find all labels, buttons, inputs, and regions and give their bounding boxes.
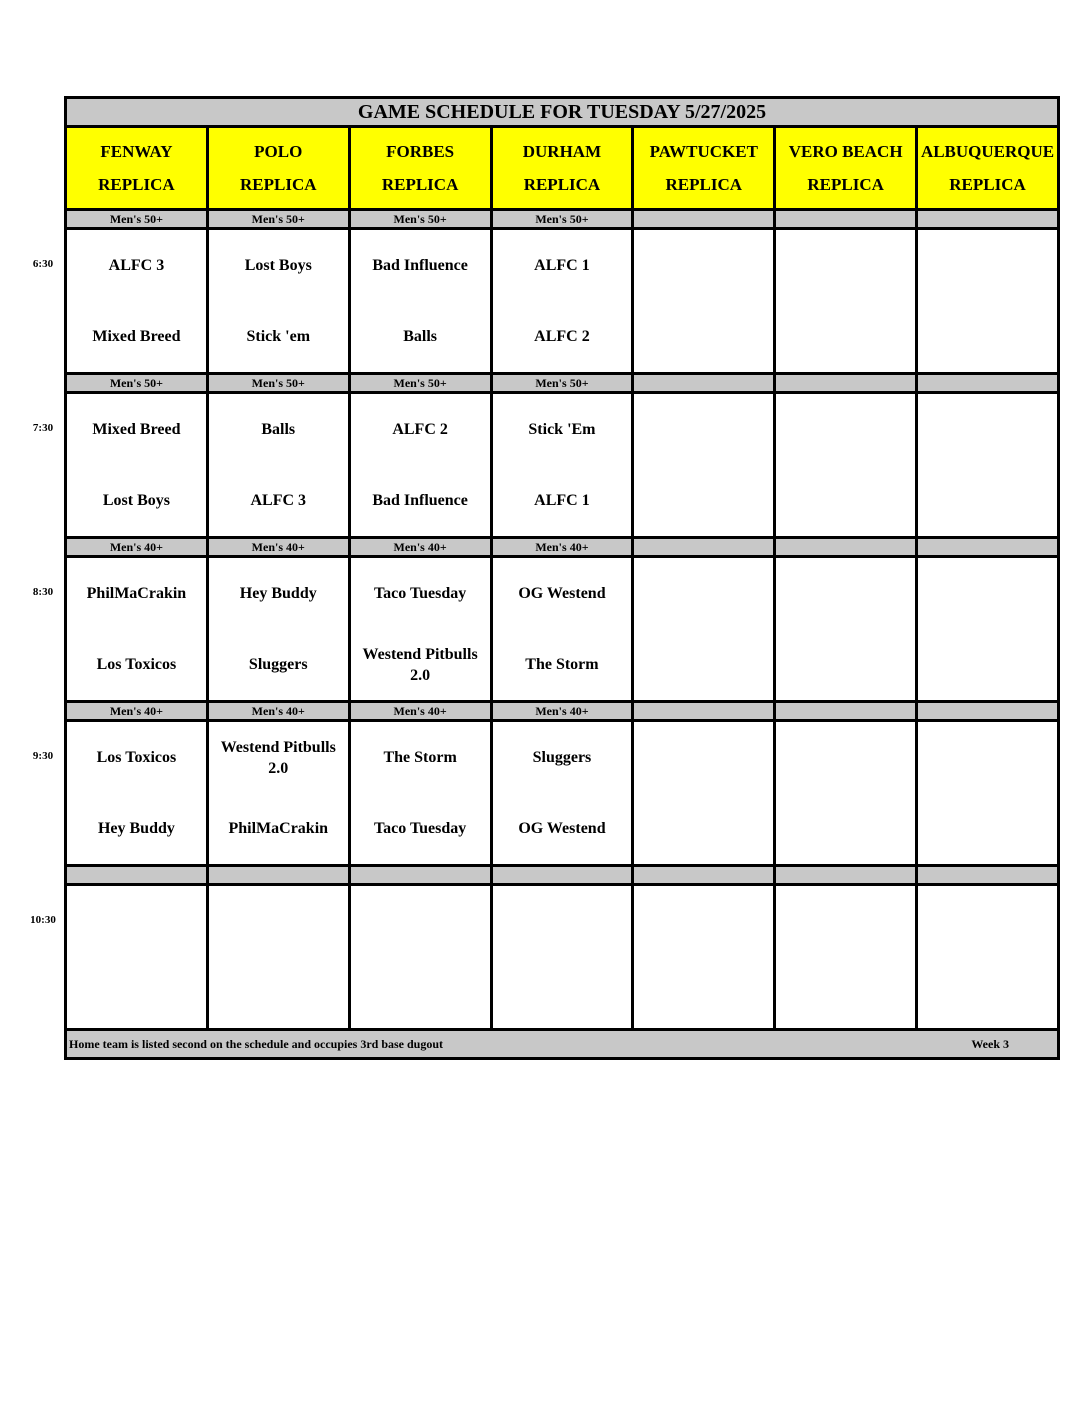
division-label — [917, 702, 1059, 721]
division-label — [349, 866, 491, 885]
time-label: 7:30 — [32, 422, 54, 434]
game-cell — [775, 393, 917, 538]
field-name: FENWAY — [100, 142, 173, 161]
home-team — [634, 629, 773, 700]
field-header — [633, 127, 775, 210]
game-row — [66, 885, 1059, 1030]
home-team — [776, 465, 915, 536]
division-label — [633, 538, 775, 557]
game-cell — [775, 885, 917, 1030]
away-team — [776, 886, 915, 957]
home-team: Hey Buddy — [97, 820, 175, 837]
game-cell — [207, 557, 349, 702]
home-team — [918, 957, 1057, 1028]
game-cell — [349, 721, 491, 866]
away-team — [918, 394, 1057, 465]
time-label: 10:30 — [30, 914, 56, 926]
division-label: Men's 40+ — [66, 702, 208, 721]
field-header — [66, 127, 208, 210]
home-team: Los Toxicos — [96, 656, 177, 673]
game-cell — [207, 885, 349, 1030]
home-team — [634, 957, 773, 1028]
field-subtitle: REPLICA — [523, 175, 601, 194]
away-team — [776, 558, 915, 629]
time-label: 6:30 — [32, 258, 54, 270]
division-label — [633, 210, 775, 229]
home-team: ALFC 2 — [534, 328, 590, 345]
field-header — [349, 127, 491, 210]
away-team — [776, 230, 915, 301]
division-label: Men's 50+ — [207, 210, 349, 229]
away-team: Stick 'Em — [528, 421, 596, 438]
field-name: DURHAM — [522, 142, 602, 161]
away-team: The Storm — [383, 749, 457, 766]
home-team — [918, 629, 1057, 700]
field-name: PAWTUCKET — [649, 142, 758, 161]
game-cell — [66, 557, 208, 702]
away-team — [918, 886, 1057, 957]
game-cell — [633, 885, 775, 1030]
division-row — [66, 866, 1059, 885]
away-team: ALFC 3 — [108, 257, 165, 274]
division-label — [917, 538, 1059, 557]
game-cell — [775, 229, 917, 374]
away-team — [493, 886, 632, 957]
away-team — [634, 722, 773, 793]
home-team — [493, 957, 632, 1028]
field-subtitle: REPLICA — [381, 175, 459, 194]
home-team: Sluggers — [248, 656, 308, 673]
division-label: Men's 50+ — [66, 374, 208, 393]
home-team — [918, 465, 1057, 536]
game-cell — [491, 721, 633, 866]
away-team: Mixed Breed — [92, 421, 181, 438]
game-cell — [349, 229, 491, 374]
field-name: POLO — [254, 142, 303, 161]
home-team: Mixed Breed — [92, 328, 181, 345]
away-team — [634, 230, 773, 301]
game-row — [66, 393, 1059, 538]
away-team: ALFC 1 — [534, 257, 590, 274]
home-team: PhilMaCrakin — [228, 820, 329, 837]
game-cell — [775, 721, 917, 866]
division-row — [66, 538, 1059, 557]
division-row — [66, 210, 1059, 229]
field-header-row — [66, 127, 1059, 210]
game-cell — [207, 229, 349, 374]
home-team: The Storm — [525, 656, 599, 673]
away-team — [209, 886, 348, 957]
field-header — [491, 127, 633, 210]
division-label — [917, 210, 1059, 229]
division-label — [775, 210, 917, 229]
game-cell — [917, 557, 1059, 702]
home-team: Lost Boys — [102, 492, 170, 509]
away-team — [918, 722, 1057, 793]
home-team — [776, 793, 915, 864]
away-team — [918, 558, 1057, 629]
division-label: Men's 50+ — [491, 374, 633, 393]
field-subtitle: REPLICA — [665, 175, 743, 194]
division-label: Men's 40+ — [491, 702, 633, 721]
division-label — [775, 374, 917, 393]
game-cell — [207, 393, 349, 538]
home-team — [209, 957, 348, 1028]
home-team: ALFC 1 — [534, 492, 590, 509]
away-team: Westend Pitbulls 2.0 — [220, 738, 336, 777]
home-team — [918, 793, 1057, 864]
game-cell — [66, 229, 208, 374]
game-cell — [917, 393, 1059, 538]
home-team — [634, 793, 773, 864]
away-team: Balls — [261, 421, 296, 438]
field-header — [207, 127, 349, 210]
home-team — [351, 957, 490, 1028]
game-cell — [66, 393, 208, 538]
home-team — [67, 957, 206, 1028]
game-cell — [491, 885, 633, 1030]
division-label — [775, 702, 917, 721]
away-team: Los Toxicos — [96, 749, 177, 766]
time-label: 8:30 — [32, 586, 54, 598]
division-label: Men's 50+ — [349, 210, 491, 229]
division-label — [917, 866, 1059, 885]
field-subtitle: REPLICA — [807, 175, 884, 194]
away-team: Taco Tuesday — [373, 585, 467, 602]
away-team — [918, 230, 1057, 301]
division-label — [207, 866, 349, 885]
title-row — [66, 98, 1059, 127]
game-cell — [491, 229, 633, 374]
away-team — [351, 886, 490, 957]
division-label: Men's 40+ — [349, 702, 491, 721]
game-row — [66, 721, 1059, 866]
footer-note: Home team is listed second on the schedule and occupies 3rd base dugout — [69, 1036, 444, 1051]
division-label: Men's 40+ — [207, 702, 349, 721]
schedule-table — [64, 96, 1060, 1060]
home-team — [776, 957, 915, 1028]
division-label — [633, 702, 775, 721]
division-label: Men's 50+ — [207, 374, 349, 393]
division-row — [66, 374, 1059, 393]
game-cell — [917, 721, 1059, 866]
game-cell — [917, 885, 1059, 1030]
game-cell — [66, 721, 208, 866]
field-name: FORBES — [386, 142, 455, 161]
away-team — [634, 394, 773, 465]
division-label: Men's 50+ — [491, 210, 633, 229]
division-label: Men's 40+ — [349, 538, 491, 557]
away-team: Hey Buddy — [239, 585, 317, 602]
away-team — [634, 558, 773, 629]
field-subtitle: REPLICA — [240, 175, 317, 194]
home-team — [918, 301, 1057, 372]
home-team: ALFC 3 — [250, 492, 307, 509]
away-team: ALFC 2 — [392, 421, 448, 438]
field-header — [917, 127, 1059, 210]
away-team — [67, 886, 206, 957]
division-label: Men's 50+ — [66, 210, 208, 229]
game-cell — [633, 393, 775, 538]
home-team: OG Westend — [518, 820, 606, 837]
game-cell — [491, 393, 633, 538]
division-label: Men's 50+ — [349, 374, 491, 393]
game-cell — [349, 557, 491, 702]
schedule-title: GAME SCHEDULE FOR TUESDAY 5/27/2025 — [66, 98, 1059, 127]
game-cell — [633, 721, 775, 866]
division-label — [633, 374, 775, 393]
division-label — [917, 374, 1059, 393]
footer-cell — [66, 1030, 1059, 1059]
home-team: Balls — [403, 328, 437, 345]
division-label — [66, 866, 208, 885]
division-label: Men's 40+ — [66, 538, 208, 557]
division-label — [633, 866, 775, 885]
game-cell — [917, 229, 1059, 374]
away-team — [634, 886, 773, 957]
away-team — [776, 722, 915, 793]
away-team: Bad Influence — [372, 257, 468, 274]
home-team: Taco Tuesday — [373, 820, 467, 837]
division-label — [775, 866, 917, 885]
field-name: ALBUQUERQUE — [920, 142, 1055, 161]
game-row — [66, 229, 1059, 374]
game-cell — [633, 557, 775, 702]
home-team — [634, 301, 773, 372]
away-team: Sluggers — [532, 749, 592, 766]
division-label: Men's 40+ — [207, 538, 349, 557]
game-cell — [775, 557, 917, 702]
division-row — [66, 702, 1059, 721]
game-row — [66, 557, 1059, 702]
home-team — [634, 465, 773, 536]
home-team — [776, 629, 915, 700]
division-label — [775, 538, 917, 557]
home-team: Westend Pitbulls 2.0 — [362, 645, 478, 684]
game-cell — [66, 885, 208, 1030]
away-team — [776, 394, 915, 465]
game-cell — [349, 885, 491, 1030]
away-team: Lost Boys — [244, 257, 312, 274]
division-label: Men's 40+ — [491, 538, 633, 557]
division-label — [491, 866, 633, 885]
field-subtitle: REPLICA — [98, 175, 175, 194]
field-header — [775, 127, 917, 210]
game-cell — [349, 393, 491, 538]
field-name: VERO BEACH — [788, 142, 903, 161]
home-team: Stick 'em — [246, 328, 311, 345]
home-team — [776, 301, 915, 372]
away-team: PhilMaCrakin — [86, 585, 187, 602]
week-label: Week 3 — [971, 1036, 1009, 1051]
game-cell — [491, 557, 633, 702]
field-subtitle: REPLICA — [949, 175, 1026, 194]
time-label: 9:30 — [32, 750, 54, 762]
game-cell — [633, 229, 775, 374]
home-team: Bad Influence — [372, 492, 468, 509]
away-team: OG Westend — [518, 585, 606, 602]
game-cell — [207, 721, 349, 866]
footer-row — [66, 1030, 1059, 1059]
